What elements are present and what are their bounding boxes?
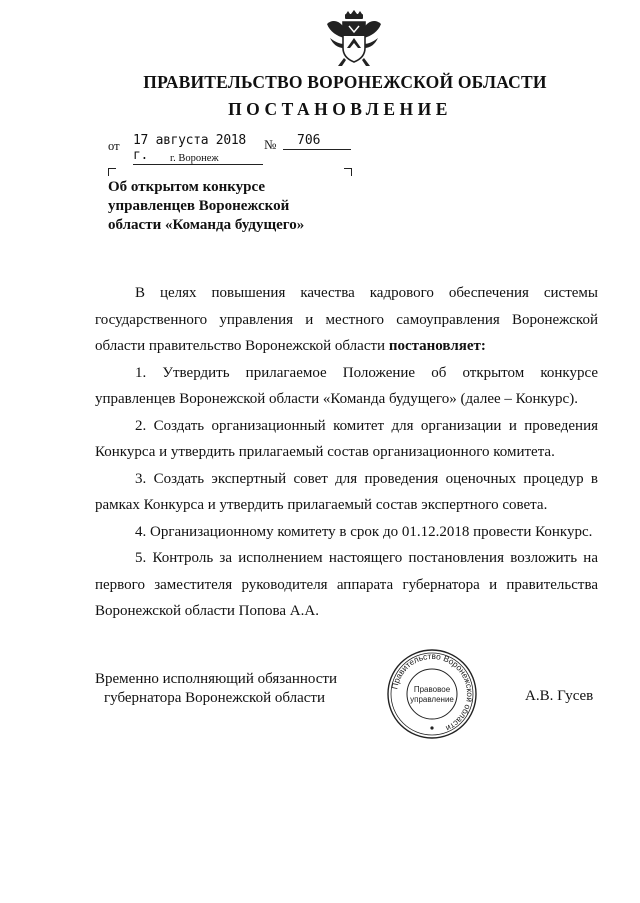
document-number: 706 — [283, 133, 351, 150]
signatory-position — [95, 670, 337, 708]
signatory-position-line: Временно исполняющий обязанности — [95, 671, 338, 687]
preamble-paragraph — [95, 280, 598, 360]
issue-city: г. Воронеж — [170, 153, 219, 164]
date-prefix: от — [108, 139, 120, 153]
document-date: 17 августа 2018 г. — [133, 133, 263, 165]
svg-text:Правовое: Правовое — [413, 685, 451, 694]
subject-line: области «Команда будущего» — [108, 217, 305, 233]
preamble-text: В целях повышения качества кадрового обеспечения системы государственного управления и местного самоуправления Воронежской области правительство Воронежской области — [95, 285, 598, 354]
svg-text:управление: управление — [410, 695, 454, 704]
clause-2: 2. Создать организационный комитет для организации и проведения Конкурса и утвердить прилагаемый состав организационного комитета. — [95, 417, 598, 460]
clause-4: 4. Организационному комитету в срок до 01.12.2018 провести Конкурс. — [135, 523, 593, 540]
clause-5: 5. Контроль за исполнением настоящего постановления возложить на первого заместителя руководителя аппарата губернатора и правительства Воронежской области Попова А.А. — [95, 550, 598, 619]
coat-of-arms-icon — [325, 8, 383, 70]
subject-corner-left — [108, 168, 116, 176]
clause-1: 1. Утвердить прилагаемое Положение об открытом конкурсе управленцев Воронежской области «Команда будущего» (далее – Конкурс). — [95, 364, 598, 407]
clause-3: 3. Создать экспертный совет для проведения оценочных процедур в рамках Конкурса и утвердить прилагаемый состав экспертного совета. — [95, 470, 598, 513]
document-subject — [108, 178, 348, 235]
svg-text:Правительство Воронежской обла: Правительство Воронежской области — [389, 650, 476, 734]
organization-title: ПРАВИТЕЛЬСТВО ВОРОНЕЖСКОЙ ОБЛАСТИ — [143, 72, 547, 92]
signatory-name: А.В. Гусев — [525, 688, 594, 704]
signatory-position-line: губернатора Воронежской области — [104, 690, 325, 706]
document-type: ПОСТАНОВЛЕНИЕ — [228, 99, 452, 119]
subject-line: Об открытом конкурсе — [108, 179, 265, 195]
subject-corner-right — [344, 168, 352, 176]
number-label: № — [264, 137, 277, 152]
official-stamp — [386, 648, 478, 740]
decree-keyword: постановляет: — [388, 338, 486, 354]
document-body — [95, 280, 598, 625]
subject-line: управленцев Воронежской — [108, 198, 290, 214]
